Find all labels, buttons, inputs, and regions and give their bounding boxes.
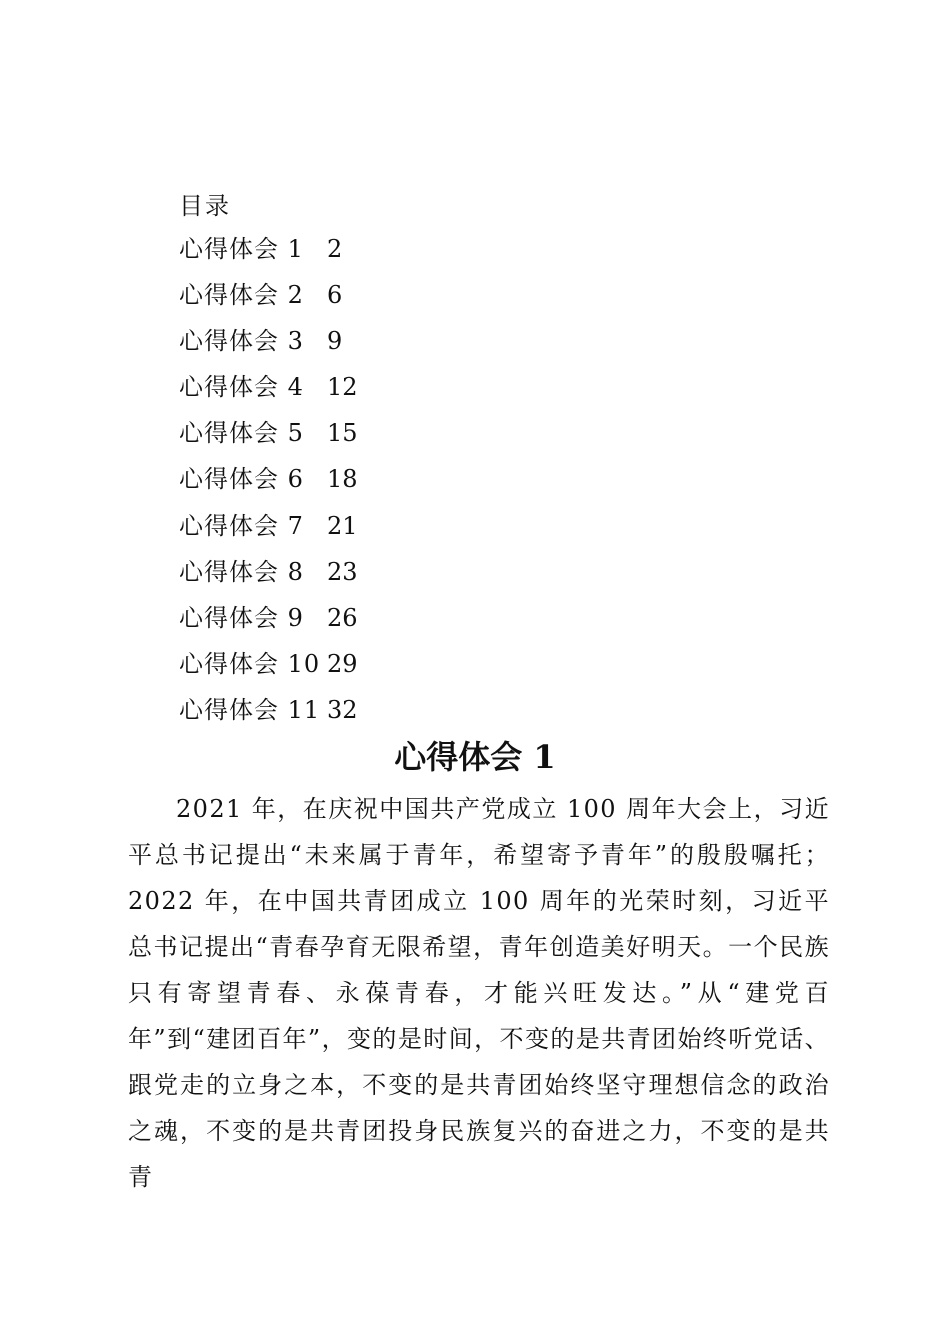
toc-entry-label: 心得体会 3 xyxy=(179,327,304,356)
body-paragraph: 2021 年，在庆祝中国共产党成立 100 周年大会上，习近平总书记提出“未来属于青年，希望寄予青年”的殷殷嘱托；2022 年，在中国共青团成立 100 周年的光荣时刻，习近平总书记提出“青春孕育无限希望，青年创造美好明天。一个民族只有寄望青春、永葆青春，才能兴旺发达。”从“建党百年”到“建团百年”，变的是时间，不变的是共青团始终听党话、跟党走的立身之本，不变的是共青团始终坚守理想信念的政治之魂，不变的是共青团投身民族复兴的奋进之力，不变的是共青 xyxy=(128,795,830,1191)
toc-entry-page: 29 xyxy=(327,649,358,678)
toc-entry-label: 心得体会 6 xyxy=(179,465,304,494)
toc-entry-label: 心得体会 2 xyxy=(179,281,304,310)
toc-entry[interactable] xyxy=(179,226,479,272)
toc-entry[interactable] xyxy=(179,503,479,549)
toc-entry-page: 6 xyxy=(327,281,343,310)
toc-entry-label: 心得体会 7 xyxy=(179,511,304,540)
toc-entry-page: 9 xyxy=(327,327,343,356)
toc-entry-page: 15 xyxy=(327,419,358,448)
table-of-contents xyxy=(179,186,479,733)
toc-entry[interactable] xyxy=(179,318,479,364)
toc-entry-label: 心得体会 5 xyxy=(179,419,304,448)
toc-heading: 目录 xyxy=(179,192,231,220)
toc-entry[interactable] xyxy=(179,687,479,733)
toc-entry-label: 心得体会 8 xyxy=(179,557,304,586)
article-title: 心得体会 1 xyxy=(394,738,556,776)
toc-entry[interactable] xyxy=(179,410,479,456)
toc-entry-page: 32 xyxy=(327,695,358,724)
toc-entry-label: 心得体会 4 xyxy=(179,373,304,402)
toc-entry-page: 23 xyxy=(327,557,358,586)
toc-entry-label: 心得体会 1 xyxy=(179,235,304,263)
toc-entry[interactable] xyxy=(179,549,479,595)
toc-entry-page: 12 xyxy=(327,373,358,402)
toc-entry-label: 心得体会 9 xyxy=(179,603,304,632)
toc-entry-label: 心得体会 10 xyxy=(179,649,321,678)
toc-entry[interactable] xyxy=(179,364,479,410)
toc-entry[interactable] xyxy=(179,641,479,687)
toc-entry-page: 18 xyxy=(327,465,358,494)
toc-entry-label: 心得体会 11 xyxy=(179,695,321,724)
toc-entry[interactable] xyxy=(179,272,479,318)
toc-entry-page: 2 xyxy=(327,235,343,263)
toc-entry[interactable] xyxy=(179,456,479,502)
article-body xyxy=(128,786,830,1200)
toc-entry-page: 21 xyxy=(327,511,358,540)
toc-entry[interactable] xyxy=(179,595,479,641)
toc-entry-page: 26 xyxy=(327,603,358,632)
toc-list xyxy=(179,226,479,733)
